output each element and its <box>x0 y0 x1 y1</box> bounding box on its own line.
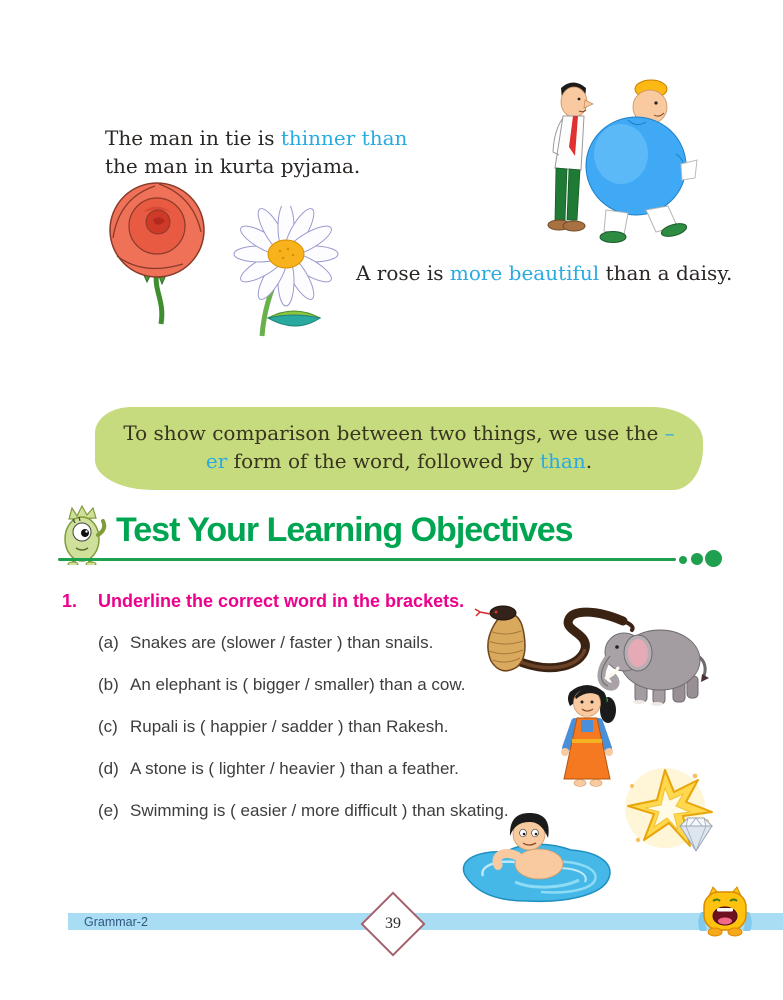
example1-pre: The man in tie is <box>105 126 281 150</box>
daisy-illustration <box>210 206 350 341</box>
example1-post: the man in kurta pyjama. <box>105 154 361 179</box>
starburst-diamond-illustration <box>620 766 717 863</box>
item-b-text: An elephant is ( bigger / smaller) than a cow. <box>130 675 466 694</box>
rule-post: . <box>585 449 593 474</box>
example2-pre: A rose is <box>356 261 450 285</box>
grammar-rule-box <box>95 407 703 490</box>
footer-book-title: Grammar-2 <box>84 915 148 929</box>
rule-than: than <box>540 449 586 474</box>
heading-underline <box>58 558 676 561</box>
girl-illustration <box>542 676 632 791</box>
item-a-text: Snakes are (slower / faster ) than snails. <box>130 633 434 652</box>
exercise-number: 1. <box>62 591 78 611</box>
page-number: 39 <box>385 915 401 932</box>
heading-dot-medium <box>691 553 703 565</box>
item-b-label: (b) <box>98 675 119 694</box>
item-e-label: (e) <box>98 801 119 820</box>
rule-pre: To show comparison between two things, we use the <box>123 421 665 445</box>
item-a-label: (a) <box>98 633 119 652</box>
rule-mid: form of the word, followed by <box>227 449 540 474</box>
rule-er-form: –er <box>205 421 675 474</box>
example2-post: than a daisy. <box>599 261 733 285</box>
swimming-boy-illustration <box>453 806 620 908</box>
crying-monster-illustration <box>687 886 763 938</box>
exercise-item-b <box>98 675 528 695</box>
example1-highlight: thinner than <box>280 126 408 150</box>
item-d-label: (d) <box>98 759 119 778</box>
heading-dot-small <box>679 556 687 564</box>
heading-dot-large <box>705 550 722 567</box>
rose-illustration <box>95 172 220 327</box>
monster-mascot-icon <box>56 503 110 565</box>
section-heading: Test Your Learning Objectives <box>116 511 573 549</box>
exercise-item-a <box>98 633 528 653</box>
item-c-label: (c) <box>98 717 118 736</box>
item-c-text: Rupali is ( happier / sadder ) than Rakesh. <box>130 717 449 736</box>
exercise-title: Underline the correct word in the brackets. <box>98 591 465 611</box>
item-d-text: A stone is ( lighter / heavier ) than a feather. <box>130 759 459 778</box>
item-e-text: Swimming is ( easier / more difficult ) than skating. <box>130 801 509 820</box>
example2-highlight: more beautiful <box>449 261 600 285</box>
thin-man-fat-man-illustration <box>478 58 703 243</box>
exercise-item-c <box>98 717 528 737</box>
exercise-item-d <box>98 759 528 779</box>
example-sentence-2 <box>356 261 756 285</box>
footer-bar <box>68 913 783 930</box>
